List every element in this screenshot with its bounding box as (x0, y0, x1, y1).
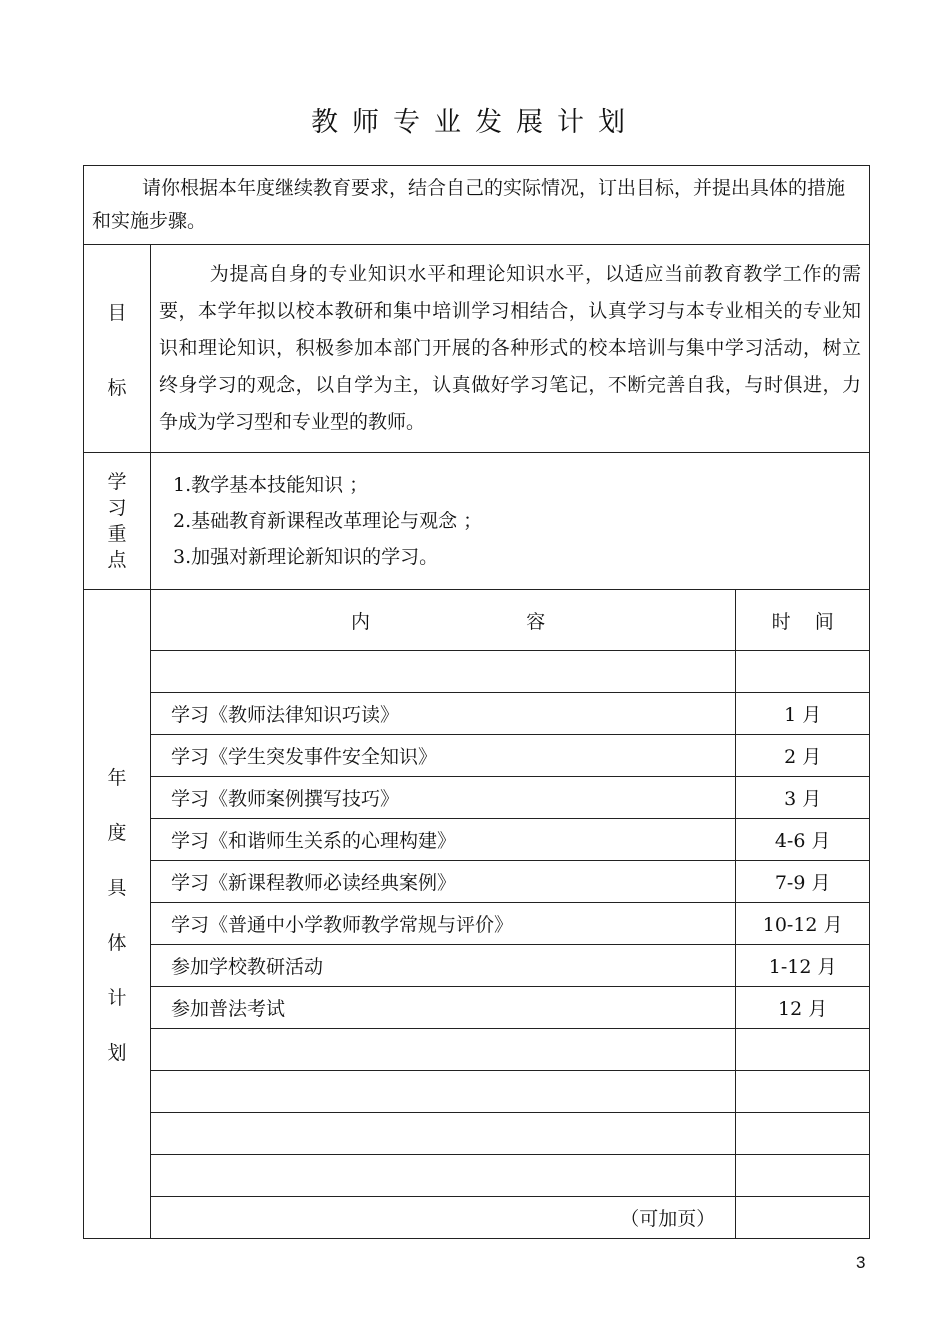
schedule-row (151, 903, 869, 945)
focus-item: 3.加强对新理论新知识的学习。 (173, 546, 439, 568)
focus-label-char: 重 (107, 523, 127, 545)
row-time: 1-12 月 (736, 945, 869, 987)
row-content: 学习《教师案例撰写技巧》 (151, 777, 736, 819)
schedule-row (151, 1029, 869, 1071)
goal-text-cell (151, 245, 870, 453)
schedule-row (151, 1113, 869, 1155)
schedule-row (151, 693, 869, 735)
row-time: 1 月 (736, 693, 869, 735)
row-time: 4-6 月 (736, 819, 869, 861)
plan-label-char: 体 (107, 932, 127, 954)
row-content (151, 1029, 736, 1071)
row-time: 10-12 月 (736, 903, 869, 945)
time-header: 时 间 (736, 590, 869, 651)
row-content (151, 1113, 736, 1155)
schedule-row (151, 735, 869, 777)
content-header (151, 590, 736, 651)
focus-label-char: 习 (107, 497, 127, 519)
row-time (736, 1155, 869, 1197)
schedule-row (151, 819, 869, 861)
content-header-char: 容 (526, 610, 546, 633)
row-content: 参加学校教研活动 (151, 945, 736, 987)
row-time: 2 月 (736, 735, 869, 777)
row-content: 学习《新课程教师必读经典案例》 (151, 861, 736, 903)
schedule-row (151, 1155, 869, 1197)
goal-text: 为提高自身的专业知识水平和理论知识水平，以适应当前教育教学工作的需要，本学年拟以校本教研和集中培训学习相结合，认真学习与本专业相关的专业知识和理论知识，积极参加本部门开展的各种形式的校本培训与集中学习活动，树立终身学习的观念，以自学为主，认真做好学习笔记，不断完善自我，与时俱进，力争成为学习型和专业型的教师。 (159, 263, 862, 433)
plan-label-char: 计 (107, 987, 127, 1009)
schedule-header-row (151, 590, 869, 651)
page-number: 3 (856, 1253, 866, 1272)
schedule-row (151, 777, 869, 819)
row-content (151, 651, 736, 693)
schedule-row (151, 1071, 869, 1113)
focus-item: 2.基础教育新课程改革理论与观念 ； (173, 510, 483, 532)
intro-instruction (84, 166, 870, 245)
focus-item: 1.教学基本技能知识 ； (173, 474, 369, 496)
schedule-table (151, 590, 869, 1238)
plan-label-char: 度 (107, 822, 127, 844)
plan-label-char: 划 (107, 1042, 127, 1064)
row-time (736, 1113, 869, 1155)
schedule-row (151, 861, 869, 903)
row-content: 学习《学生突发事件安全知识》 (151, 735, 736, 777)
row-content: 学习《教师法律知识巧读》 (151, 693, 736, 735)
schedule-note-row (151, 1197, 869, 1239)
row-content: 学习《普通中小学教师教学常规与评价》 (151, 903, 736, 945)
row-time: 7-9 月 (736, 861, 869, 903)
page-title: 教师专业发展计划 (311, 107, 639, 138)
content-header-char: 内 (351, 610, 371, 633)
goal-label-char: 目 (107, 301, 127, 324)
note-time-cell (736, 1197, 869, 1239)
plan-schedule-cell (151, 590, 870, 1239)
focus-label-char: 学 (107, 471, 127, 493)
row-time (736, 1071, 869, 1113)
focus-list-cell (151, 453, 870, 590)
focus-label-char: 点 (107, 549, 127, 571)
row-content (151, 1071, 736, 1113)
more-pages-note: （可加页） (620, 1208, 716, 1230)
goal-label-char: 标 (107, 376, 127, 399)
row-content: 学习《和谐师生关系的心理构建》 (151, 819, 736, 861)
row-time: 3 月 (736, 777, 869, 819)
goal-label-cell (84, 245, 151, 453)
plan-form-table (83, 165, 870, 1239)
intro-text: 请你根据本年度继续教育要求，结合自己的实际情况，订出目标，并提出具体的措施和实施步骤。 (92, 177, 846, 232)
schedule-row (151, 651, 869, 693)
plan-label-cell (84, 590, 151, 1239)
row-time (736, 1029, 869, 1071)
row-time: 12 月 (736, 987, 869, 1029)
focus-label-cell (84, 453, 151, 590)
row-content (151, 1155, 736, 1197)
row-content: 参加普法考试 (151, 987, 736, 1029)
row-time (736, 651, 869, 693)
plan-label-char: 年 (107, 767, 127, 789)
schedule-row (151, 945, 869, 987)
plan-label-char: 具 (107, 877, 127, 899)
schedule-row (151, 987, 869, 1029)
